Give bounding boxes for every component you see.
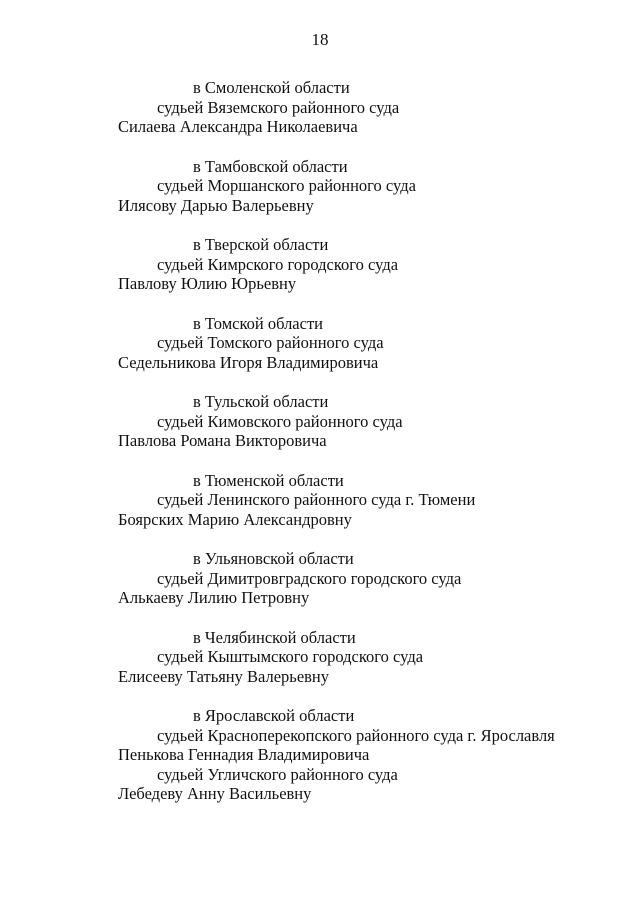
court-position: судьей Димитровградского городского суда — [157, 568, 462, 588]
judge-name: Павлову Юлию Юрьевну — [118, 274, 297, 293]
court-position: судьей Моршанского районного суда — [157, 176, 416, 195]
region-heading: в Томской области — [193, 313, 323, 333]
court-position: судьей Красноперекопского районного суда г. Ярославля — [157, 725, 555, 745]
court-position: судьей Кимовского районного суда — [157, 411, 403, 431]
region-heading: в Тульской области — [193, 392, 329, 411]
region-entry — [0, 706, 640, 804]
court-position: судьей Кимрского городского суда — [157, 254, 399, 274]
judge-name: Пенькова Геннадия Владимировича — [118, 745, 370, 764]
judge-name: Елисееву Татьяну Валерьевну — [118, 666, 330, 686]
region-heading: в Ярославской области — [193, 706, 355, 725]
region-heading: в Смоленской области — [193, 78, 350, 97]
court-position: судьей Ленинского районного суда г. Тюмени — [157, 490, 476, 509]
region-entry — [0, 235, 640, 294]
court-position: судьей Томского районного суда — [157, 333, 384, 352]
judge-name: Силаева Александра Николаевича — [118, 117, 358, 136]
region-entry — [0, 549, 640, 608]
region-heading: в Тамбовской области — [193, 156, 348, 176]
judge-name: Боярских Марию Александровну — [118, 509, 352, 529]
judge-name: Седельникова Игоря Владимировича — [118, 352, 379, 372]
region-entry — [0, 392, 640, 451]
court-position: судьей Угличского районного суда — [157, 764, 398, 784]
region-entry — [0, 314, 640, 373]
judge-name: Лебедеву Анну Васильевну — [118, 784, 312, 803]
region-heading: в Тверской области — [193, 235, 329, 254]
court-position: судьей Кыштымского городского суда — [157, 647, 424, 666]
judge-name: Илясову Дарью Валерьевну — [118, 195, 314, 215]
appointment-list — [0, 78, 640, 824]
region-heading: в Тюменской области — [193, 470, 344, 490]
region-entry — [0, 157, 640, 216]
judge-name: Алькаеву Лилию Петровну — [118, 588, 310, 607]
region-heading: в Челябинской области — [193, 627, 356, 647]
court-position: судьей Вяземского районного суда — [157, 97, 400, 117]
region-entry — [0, 471, 640, 530]
region-heading: в Ульяновской области — [193, 549, 354, 568]
region-entry — [0, 628, 640, 687]
judge-name: Павлова Романа Викторовича — [118, 431, 327, 450]
page-number: 18 — [311, 30, 329, 49]
region-entry — [0, 78, 640, 137]
